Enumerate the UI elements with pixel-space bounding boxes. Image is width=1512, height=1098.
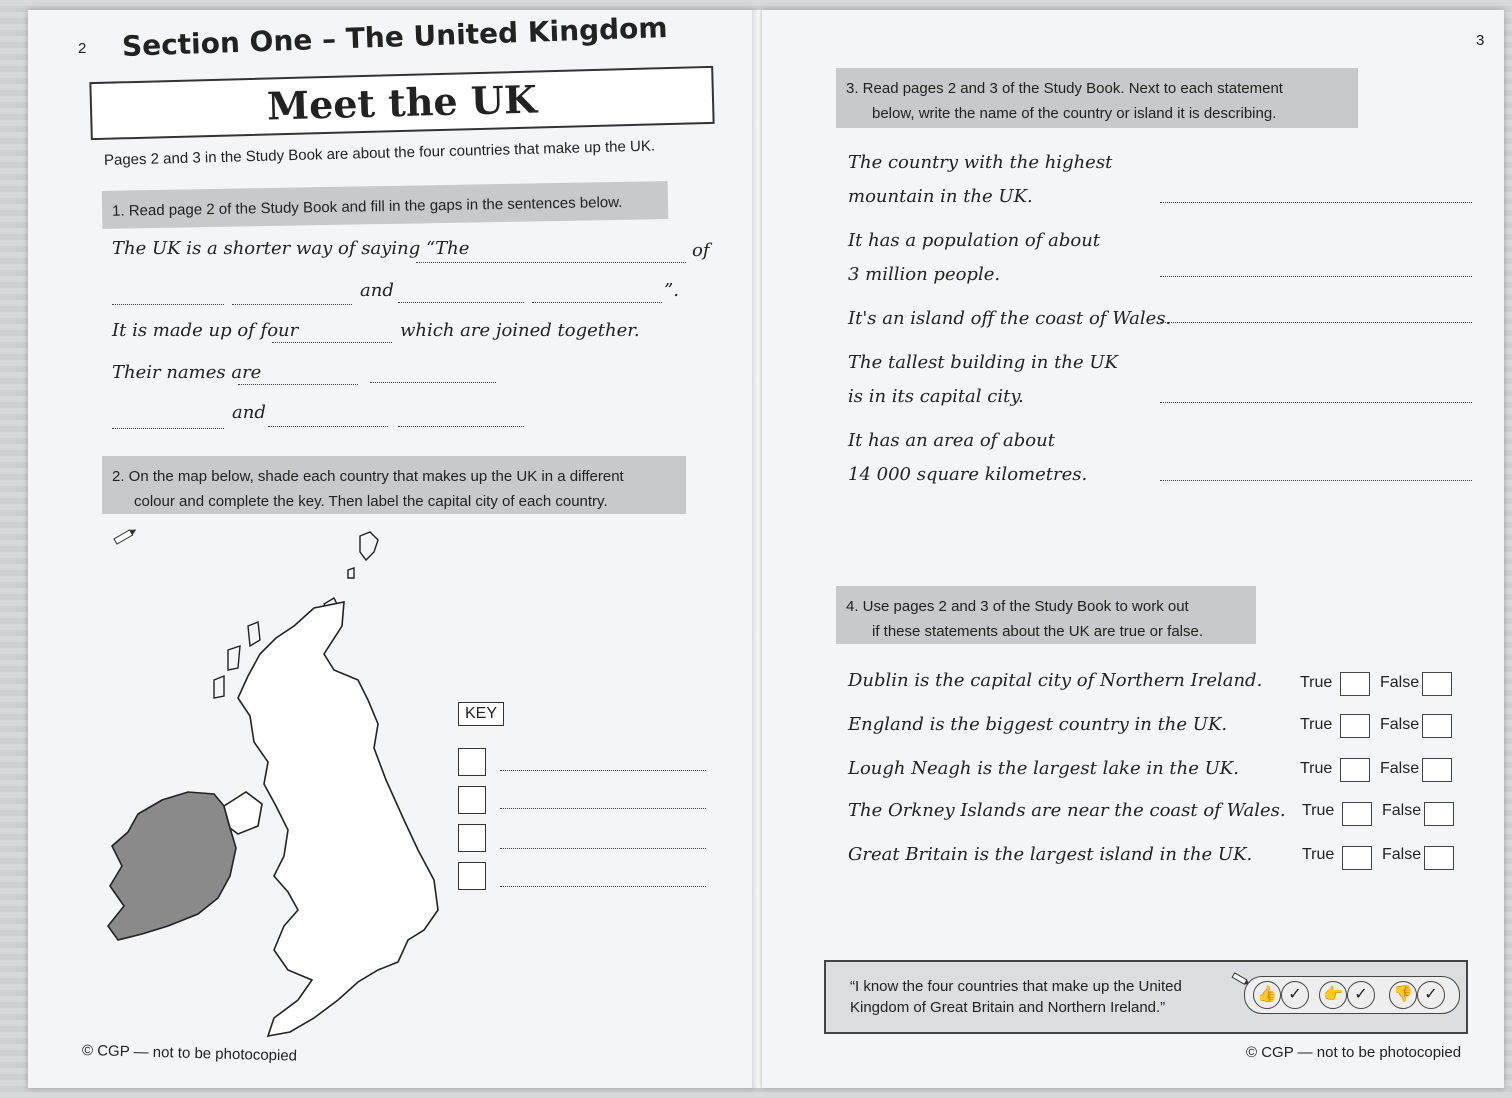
q3-statement-4b: is in its capital city. (848, 386, 1024, 407)
q1-line2-end: ”. (664, 280, 679, 301)
q4-statement: Dublin is the capital city of Northern Ireland. (848, 670, 1263, 691)
true-label: True (1300, 760, 1333, 777)
q4-prompt-b: if these statements about the UK are true or false. (872, 623, 1204, 640)
q3-statement-2b: 3 million people. (848, 264, 1001, 285)
false-checkbox[interactable] (1422, 758, 1452, 782)
key-label: KEY (458, 702, 504, 726)
answer-blank[interactable] (268, 426, 388, 427)
q4-prompt (836, 586, 1256, 644)
q2-prompt-b: colour and complete the key. Then label the capital city of each country. (134, 493, 608, 510)
false-label: False (1380, 716, 1420, 733)
answer-blank[interactable] (398, 426, 524, 427)
q3-statement-4a: The tallest building in the UK (848, 352, 1118, 373)
right-page (762, 10, 1504, 1088)
q4-statement: Great Britain is the largest island in the UK. (848, 844, 1253, 865)
q3-answer-blank[interactable] (1160, 202, 1472, 203)
q3-answer-blank[interactable] (1160, 402, 1472, 403)
q3-answer-blank[interactable] (1160, 480, 1472, 481)
q1-line5-and: and (232, 402, 266, 423)
q3-statement-1a: The country with the highest (848, 152, 1113, 173)
tick-circle-icon[interactable]: ✓ (1417, 981, 1445, 1009)
thumbs-up-icon[interactable]: 👍 (1253, 981, 1281, 1009)
true-checkbox[interactable] (1340, 714, 1370, 738)
answer-blank[interactable] (112, 304, 224, 305)
q3-statement-2a: It has a population of about (848, 230, 1101, 251)
title-box (89, 66, 714, 140)
answer-blank[interactable] (232, 304, 352, 305)
q1-line1-end: of (692, 240, 710, 261)
q3-prompt (836, 68, 1358, 128)
true-label: True (1302, 846, 1335, 863)
q3-prompt-a: 3. Read pages 2 and 3 of the Study Book. Next to each statement (846, 80, 1283, 97)
q3-statement-1b: mountain in the UK. (848, 186, 1033, 207)
answer-blank[interactable] (370, 382, 496, 383)
q4-statement: Lough Neagh is the largest lake in the UK. (848, 758, 1239, 779)
true-checkbox[interactable] (1340, 672, 1370, 696)
ireland-shaded[interactable] (108, 792, 236, 940)
key-answer-blank[interactable] (500, 808, 706, 809)
tick-circle-icon[interactable]: ✓ (1347, 981, 1375, 1009)
answer-blank[interactable] (532, 302, 662, 303)
false-label: False (1382, 802, 1422, 819)
answer-blank[interactable] (112, 428, 224, 429)
self-check-statement: “I know the four countries that make up the United Kingdom of Great Britain and Northern Ireland.” (850, 978, 1182, 1016)
answer-blank[interactable] (238, 384, 358, 385)
q3-answer-blank[interactable] (1160, 322, 1472, 323)
q1-line1-start: The UK is a shorter way of saying “The (112, 238, 470, 259)
key-answer-blank[interactable] (500, 886, 706, 887)
answer-blank[interactable] (398, 302, 524, 303)
false-checkbox[interactable] (1422, 714, 1452, 738)
false-label: False (1380, 760, 1420, 777)
section-title: Section One – The United Kingdom (121, 10, 669, 63)
key-swatch-2[interactable] (458, 786, 486, 814)
q1-line3-start: It is made up of four (112, 320, 299, 341)
answer-blank[interactable] (416, 262, 686, 263)
q4-statement: The Orkney Islands are near the coast of Wales. (848, 800, 1286, 821)
q1-prompt: 1. Read page 2 of the Study Book and fill in the gaps in the sentences below. (102, 181, 669, 229)
uk-outline-map[interactable] (98, 530, 458, 1050)
false-checkbox[interactable] (1422, 672, 1452, 696)
left-page (28, 10, 756, 1088)
q3-answer-blank[interactable] (1160, 276, 1472, 277)
false-checkbox[interactable] (1424, 846, 1454, 870)
shetland-islands (348, 532, 378, 578)
key-answer-blank[interactable] (500, 848, 706, 849)
q2-prompt (102, 456, 686, 514)
key-swatch-1[interactable] (458, 748, 486, 776)
q1-line4-start: Their names are (112, 362, 262, 383)
q2-prompt-a: 2. On the map below, shade each country that makes up the UK in a different (112, 468, 624, 485)
true-label: True (1300, 674, 1333, 691)
false-checkbox[interactable] (1424, 802, 1454, 826)
q1-line3-end: which are joined together. (400, 320, 640, 341)
true-checkbox[interactable] (1342, 846, 1372, 870)
intro-text: Pages 2 and 3 in the Study Book are about the four countries that make up the UK. (103, 137, 656, 169)
false-label: False (1380, 674, 1420, 691)
true-label: True (1300, 716, 1333, 733)
q4-statement: England is the biggest country in the UK. (848, 714, 1228, 735)
confidence-scale[interactable] (1244, 976, 1460, 1014)
page-number: 2 (78, 40, 87, 57)
q3-statement-5a: It has an area of about (848, 430, 1055, 451)
key-swatch-3[interactable] (458, 824, 486, 852)
true-checkbox[interactable] (1340, 758, 1370, 782)
self-check-box (824, 960, 1468, 1034)
key-answer-blank[interactable] (500, 770, 706, 771)
thumbs-down-icon[interactable]: 👎 (1389, 981, 1417, 1009)
q3-statement-3: It's an island off the coast of Wales. (848, 308, 1172, 329)
page-title: Meet the UK (266, 76, 538, 129)
q1-line2-and: and (360, 280, 394, 301)
true-label: True (1302, 802, 1335, 819)
northern-ireland-outline[interactable] (224, 792, 262, 834)
key-swatch-4[interactable] (458, 862, 486, 890)
answer-blank[interactable] (272, 342, 392, 343)
copyright-notice: © CGP — not to be photocopied (81, 1042, 298, 1065)
false-label: False (1382, 846, 1422, 863)
q3-statement-5b: 14 000 square kilometres. (848, 464, 1088, 485)
page-number: 3 (1476, 32, 1485, 49)
thumbs-sideways-icon[interactable]: 👉 (1319, 981, 1347, 1009)
q4-prompt-a: 4. Use pages 2 and 3 of the Study Book to work out (846, 598, 1189, 615)
tick-circle-icon[interactable]: ✓ (1281, 981, 1309, 1009)
copyright-notice: © CGP — not to be photocopied (1246, 1044, 1462, 1061)
great-britain-outline[interactable] (238, 602, 438, 1036)
true-checkbox[interactable] (1342, 802, 1372, 826)
q3-prompt-b: below, write the name of the country or island it is describing. (872, 105, 1277, 122)
